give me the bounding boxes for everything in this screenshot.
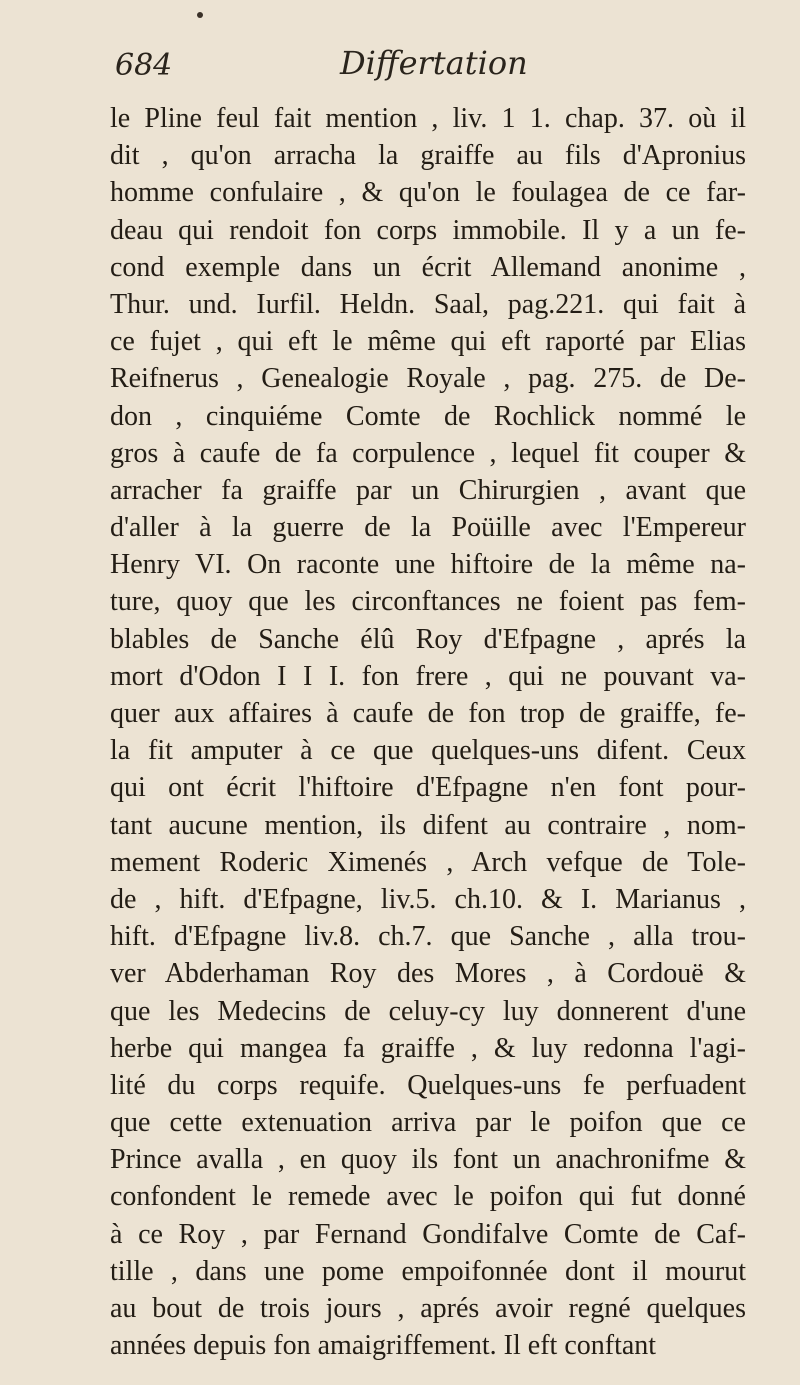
ink-speck <box>197 12 203 18</box>
text-line: ce fujet , qui eft le même qui eft raporté par Elias <box>110 326 746 358</box>
text-line: mort d'Odon I I I. fon frere , qui ne pouvant va- <box>110 660 746 692</box>
text-line: confondent le remede avec le poifon qui fut donné <box>110 1181 746 1213</box>
text-line: don , cinquiéme Comte de Rochlick nommé le <box>110 400 746 432</box>
text-line: arracher fa graiffe par un Chirurgien , avant que <box>110 474 746 506</box>
text-line: le Pline feul fait mention , liv. 1 1. chap. 37. où il <box>110 103 746 134</box>
text-line: blables de Sanche élû Roy d'Efpagne , aprés la <box>110 623 746 655</box>
text-line: mement Roderic Ximenés , Arch vefque de Tole- <box>110 846 746 878</box>
text-line: qui ont écrit l'hiftoire d'Efpagne n'en font pour- <box>110 772 746 804</box>
text-line: au bout de trois jours , aprés avoir regné quelques <box>110 1293 746 1324</box>
text-line: Thur. und. Iurfil. Heldn. Saal, pag.221. qui fait à <box>110 288 746 320</box>
text-line: cond exemple dans un écrit Allemand anonime , <box>110 251 746 283</box>
text-line: ture, quoy que les circonftances ne foient pas fem- <box>110 586 746 618</box>
text-line: de , hift. d'Efpagne, liv.5. ch.10. & I. Marianus , <box>110 883 746 915</box>
text-line: à ce Roy , par Fernand Gondifalve Comte de Caf- <box>110 1218 746 1250</box>
text-line: années depuis fon amaigriffement. Il eft conftant <box>110 1330 657 1362</box>
text-line: herbe qui mangea fa graiffe , & luy redonna l'agi- <box>110 1032 746 1064</box>
page-header <box>115 40 745 100</box>
text-line: d'aller à la guerre de la Poüille avec l'Empereur <box>110 512 746 544</box>
text-line: deau qui rendoit fon corps immobile. Il y a un fe- <box>110 214 746 246</box>
text-line: hift. d'Efpagne liv.8. ch.7. que Sanche , alla trou- <box>110 921 746 953</box>
text-line: que cette extenuation arriva par le poifon que ce <box>110 1107 746 1139</box>
text-line: tant aucune mention, ils difent au contraire , nom- <box>110 809 746 841</box>
text-line: ver Abderhaman Roy des Mores , à Cordouë & <box>110 958 746 990</box>
text-line: quer aux affaires à caufe de fon trop de graiffe, fe- <box>110 698 746 729</box>
text-line: gros à caufe de fa corpulence , lequel fit couper & <box>110 437 746 469</box>
text-line: tille , dans une pome empoifonnée dont il mourut <box>110 1255 746 1287</box>
body-text <box>110 100 746 1364</box>
text-line: que les Medecins de celuy-cy luy donnerent d'une <box>110 995 746 1027</box>
text-line: Reifnerus , Genealogie Royale , pag. 275. de De- <box>110 363 746 395</box>
page-number: 684 <box>115 48 173 83</box>
running-title: Differtation <box>340 44 528 82</box>
text-line: dit , qu'on arracha la graiffe au fils d'Apronius <box>110 140 746 172</box>
text-line: lité du corps requife. Quelques-uns fe perfuadent <box>110 1069 746 1101</box>
text-line: la fit amputer à ce que quelques-uns difent. Ceux <box>110 735 746 767</box>
text-line: Henry VI. On raconte une hiftoire de la même na- <box>110 549 746 581</box>
text-line: homme confulaire , & qu'on le foulagea de ce far- <box>110 177 746 209</box>
text-line: Prince avalla , en quoy ils font un anachronifme & <box>110 1144 746 1176</box>
